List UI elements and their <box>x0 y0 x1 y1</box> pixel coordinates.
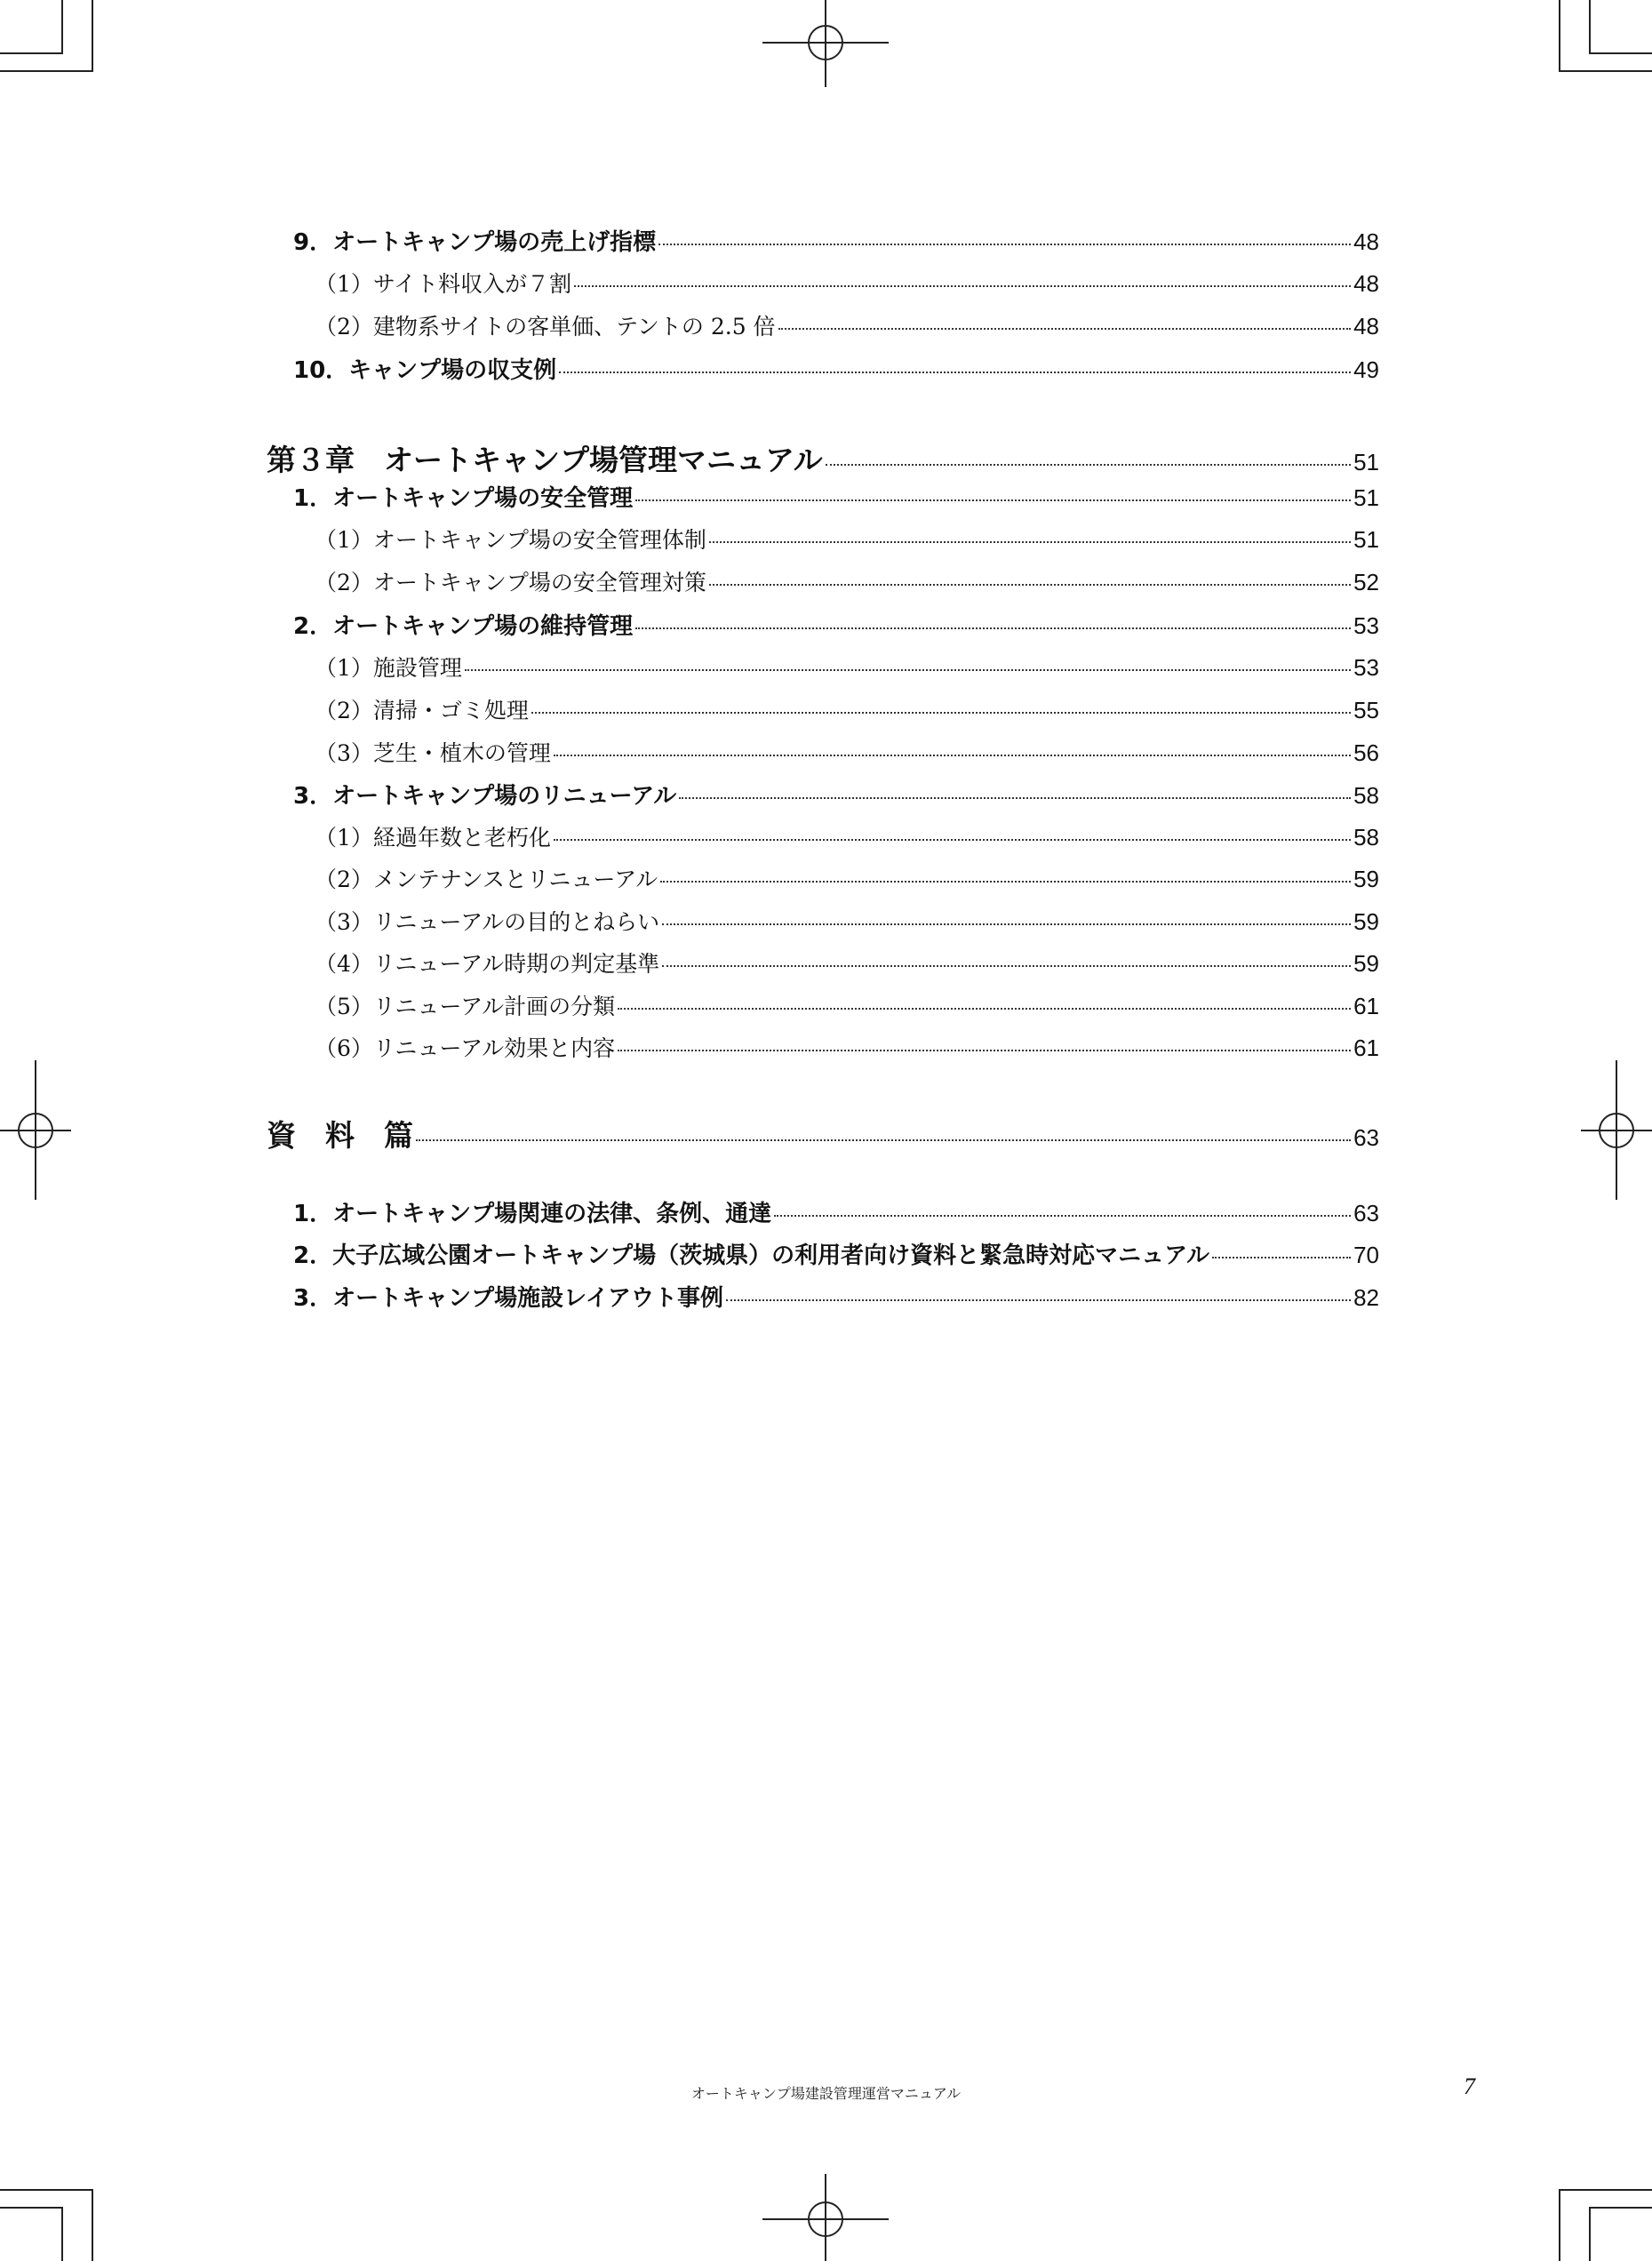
toc-entry-page: 70 <box>1353 1242 1379 1268</box>
toc-entry-label: （3）芝生・植木の管理 <box>315 740 551 766</box>
toc-entry-page: 58 <box>1353 782 1379 809</box>
toc-entry-label: （2）建物系サイトの客単価、テントの 2.5 倍 <box>315 314 776 340</box>
toc-entry-label: （1）サイト料収入が７割 <box>315 271 572 297</box>
running-footer: オートキャンプ場建設管理運営マニュアル <box>690 2085 962 2102</box>
dot-leader <box>662 923 1351 925</box>
toc-entry-page: 59 <box>1353 908 1379 935</box>
toc-entry-page: 63 <box>1353 1200 1379 1226</box>
toc-entry-page: 82 <box>1353 1284 1379 1311</box>
toc-entry-label: 2．大子広域公園オートキャンプ場（茨城県）の利用者向け資料と緊急時対応マニュアル <box>293 1242 1210 1269</box>
dot-leader <box>660 881 1351 883</box>
toc-entry-label: （6）リニューアル効果と内容 <box>315 1035 616 1061</box>
toc-entry-page: 51 <box>1353 526 1379 553</box>
toc-entry-label: （3）リニューアルの目的とねらい <box>315 909 660 935</box>
toc-entry-label: （1）オートキャンプ場の安全管理体制 <box>315 527 706 553</box>
toc-entry-page: 51 <box>1353 484 1379 511</box>
toc-entry-label: 2．オートキャンプ場の維持管理 <box>293 613 634 640</box>
appendix-page: 63 <box>1353 1124 1379 1151</box>
toc-entry-label: 10．キャンプ場の収支例 <box>293 357 557 384</box>
toc-entry-page: 48 <box>1353 313 1379 340</box>
dot-leader <box>709 541 1351 543</box>
toc-entry-page: 61 <box>1353 993 1379 1019</box>
toc-entry[interactable] <box>267 820 1379 852</box>
dot-leader <box>465 669 1351 671</box>
toc-entry[interactable] <box>267 778 1379 811</box>
toc-entry[interactable] <box>267 651 1379 683</box>
dot-leader <box>635 627 1351 629</box>
toc-entry-label: 3．オートキャンプ場のリニューアル <box>293 783 677 810</box>
toc-entry-label: 9．オートキャンプ場の売上げ指標 <box>293 229 657 256</box>
dot-leader <box>531 712 1351 714</box>
toc-entry-label: （1）経過年数と老朽化 <box>315 825 551 851</box>
appendix-heading[interactable] <box>267 1113 1379 1154</box>
dot-leader <box>618 1050 1351 1051</box>
toc-entry-label: （5）リニューアル計画の分類 <box>315 994 616 1019</box>
toc-entry-label: （2）オートキャンプ場の安全管理対策 <box>315 570 706 595</box>
dot-leader <box>679 797 1351 799</box>
page-number: 7 <box>1464 2073 1475 2099</box>
toc-entry-page: 55 <box>1353 697 1379 723</box>
toc-entry-label: （1）施設管理 <box>315 655 462 681</box>
dot-leader <box>559 372 1351 373</box>
chapter-page: 51 <box>1353 449 1379 475</box>
toc-entry[interactable] <box>267 947 1379 979</box>
dot-leader <box>662 965 1351 967</box>
dot-leader <box>554 755 1351 756</box>
dot-leader <box>826 464 1351 466</box>
toc-entry[interactable] <box>267 905 1379 937</box>
toc-entry-page: 52 <box>1353 569 1379 595</box>
toc-entry-page: 53 <box>1353 654 1379 681</box>
dot-leader <box>635 499 1351 501</box>
toc-entry[interactable] <box>267 1195 1379 1228</box>
dot-leader <box>778 328 1352 330</box>
toc-entry[interactable] <box>267 480 1379 513</box>
toc-entry-page: 48 <box>1353 270 1379 297</box>
toc-entry[interactable] <box>267 736 1379 768</box>
toc-entry[interactable] <box>267 523 1379 555</box>
toc-entry[interactable] <box>267 267 1379 299</box>
toc-entry-page: 53 <box>1353 612 1379 639</box>
toc-entry[interactable] <box>267 1031 1379 1063</box>
toc-entry[interactable] <box>267 693 1379 725</box>
dot-leader <box>618 1008 1351 1010</box>
toc-entry-page: 59 <box>1353 950 1379 977</box>
dot-leader <box>1212 1257 1351 1258</box>
toc-entry[interactable] <box>267 309 1379 341</box>
toc-entry[interactable] <box>267 989 1379 1021</box>
chapter-title: 第３章 オートキャンプ場管理マニュアル <box>267 443 823 477</box>
dot-leader <box>774 1215 1351 1217</box>
toc-entry[interactable] <box>267 862 1379 894</box>
toc-entry-label: 1．オートキャンプ場関連の法律、条例、通達 <box>293 1201 772 1227</box>
dot-leader <box>574 285 1351 287</box>
toc-entry-label: （2）メンテナンスとリニューアル <box>315 867 658 892</box>
toc-entry-page: 61 <box>1353 1035 1379 1061</box>
toc-entry-page: 48 <box>1353 228 1379 255</box>
toc-entry[interactable] <box>267 352 1379 385</box>
dot-leader <box>658 244 1351 245</box>
dot-leader <box>726 1299 1351 1301</box>
toc-entry-label: （2）清掃・ゴミ処理 <box>315 698 529 723</box>
toc-entry-page: 58 <box>1353 824 1379 851</box>
toc-entry-page: 56 <box>1353 739 1379 766</box>
toc-entry[interactable] <box>267 565 1379 597</box>
toc-entry-label: 3．オートキャンプ場施設レイアウト事例 <box>293 1285 724 1312</box>
toc-entry[interactable] <box>267 1237 1379 1270</box>
dot-leader <box>554 839 1351 841</box>
appendix-title: 資 料 篇 <box>267 1118 413 1153</box>
dot-leader <box>709 584 1351 586</box>
toc-entry-label: 1．オートキャンプ場の安全管理 <box>293 485 634 512</box>
toc-entry-label: （4）リニューアル時期の判定基準 <box>315 951 660 977</box>
toc-entry[interactable] <box>267 1280 1379 1313</box>
dot-leader <box>416 1139 1351 1141</box>
toc-entry-page: 49 <box>1353 356 1379 383</box>
toc-entry[interactable] <box>267 608 1379 641</box>
chapter-heading[interactable] <box>267 437 1379 479</box>
toc-entry[interactable] <box>267 224 1379 257</box>
toc-entry-page: 59 <box>1353 866 1379 892</box>
